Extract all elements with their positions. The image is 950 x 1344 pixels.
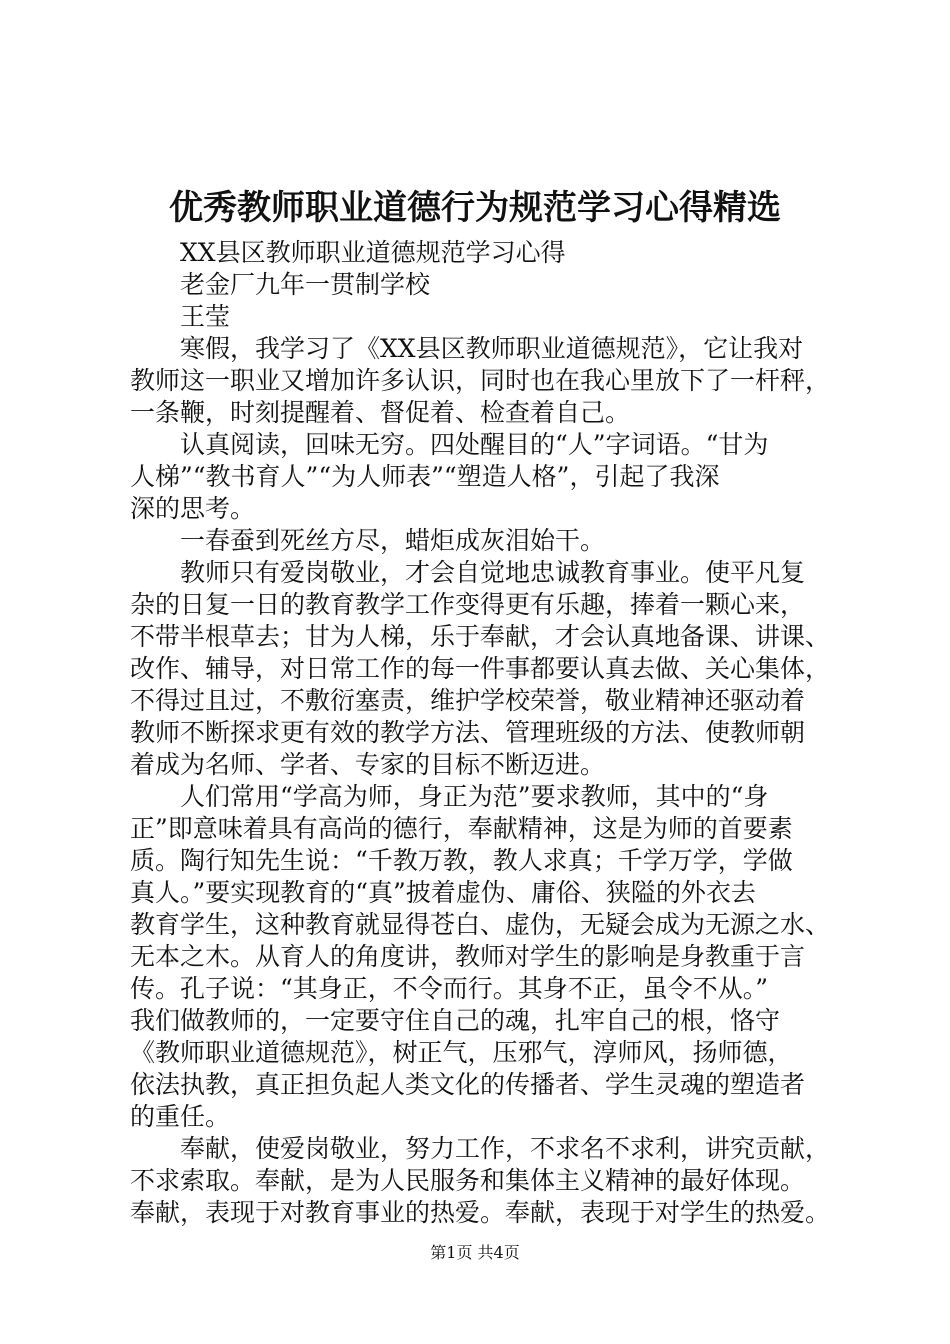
- text-line: 人梯”“教书育人”“为人师表”“塑造人格”，引起了我深: [130, 462, 720, 491]
- document-title: 优秀教师职业道德行为规范学习心得精选: [169, 188, 781, 228]
- text-line: 不带半根草去；甘为人梯，乐于奉献，才会认真地备课、讲课、: [130, 622, 831, 651]
- text-line: 不求索取。奉献，是为人民服务和集体主义精神的最好体现。: [130, 1166, 806, 1195]
- text-line: 认真阅读，回味无穷。四处醒目的“人”字词语。“甘为: [180, 430, 769, 459]
- text-line: 一条鞭，时刻提醒着、督促着、检查着自己。: [130, 398, 631, 427]
- text-line: 深的思考。: [130, 494, 256, 523]
- text-line: 不得过且过，不敷衍塞责，维护学校荣誉，敬业精神还驱动着: [130, 686, 806, 715]
- text-line: 王莹: [180, 302, 231, 331]
- text-line: 我们做教师的，一定要守住自己的魂，扎牢自己的根，恪守: [130, 1006, 781, 1035]
- document-body: [130, 237, 835, 1229]
- text-line: 教育学生，这种教育就显得苍白、虚伪，无疑会成为无源之水、: [130, 910, 831, 939]
- text-line: 教师只有爱岗敬业，才会自觉地忠诚教育事业。使平凡复: [180, 558, 806, 587]
- text-line: 一春蚕到死丝方尽，蜡炬成灰泪始干。: [180, 526, 606, 555]
- text-line: 的重任。: [130, 1102, 231, 1131]
- text-line: 质。陶行知先生说：“千教万教，教人求真；千学万学，学做: [130, 846, 793, 875]
- text-line: 着成为名师、学者、专家的目标不断迈进。: [130, 750, 606, 779]
- text-line: 奉献，表现于对教育事业的热爱。奉献，表现于对学生的热爱。: [130, 1198, 831, 1227]
- text-line: 无本之木。从育人的角度讲，教师对学生的影响是身教重于言: [130, 942, 806, 971]
- text-line: 《教师职业道德规范》，树正气，压邪气，淳师风，扬师德，: [130, 1038, 793, 1067]
- text-line: 教师这一职业又增加许多认识，同时也在我心里放下了一杆秤，: [130, 366, 831, 395]
- text-line: 老金厂九年一贯制学校: [180, 270, 431, 299]
- text-line: 奉献，使爱岗敬业，努力工作，不求名不求利，讲究贡献，: [180, 1134, 831, 1163]
- text-line: 杂的日复一日的教育教学工作变得更有乐趣，捧着一颗心来，: [130, 590, 806, 619]
- text-line: 正”即意味着具有高尚的德行，奉献精神，这是为师的首要素: [130, 814, 793, 843]
- text-line: 依法执教，真正担负起人类文化的传播者、学生灵魂的塑造者: [130, 1070, 806, 1099]
- text-line: 寒假，我学习了《XX县区教师职业道德规范》，它让我对: [180, 334, 804, 363]
- text-line: 人们常用“学高为师，身正为范”要求教师，其中的“身: [180, 782, 769, 811]
- text-line: 真人。”要实现教育的“真”披着虚伪、庸俗、狭隘的外衣去: [130, 878, 756, 907]
- text-line: XX县区教师职业道德规范学习心得: [180, 238, 566, 267]
- text-line: 改作、辅导，对日常工作的每一件事都要认真去做、关心集体，: [130, 654, 831, 683]
- page-footer: 第1页 共4页: [430, 1243, 520, 1262]
- text-line: 教师不断探求更有效的教学方法、管理班级的方法、使教师朝: [130, 718, 806, 747]
- text-line: 传。孔子说：“其身正，不令而行。其身不正，虽令不从。”: [130, 974, 769, 1003]
